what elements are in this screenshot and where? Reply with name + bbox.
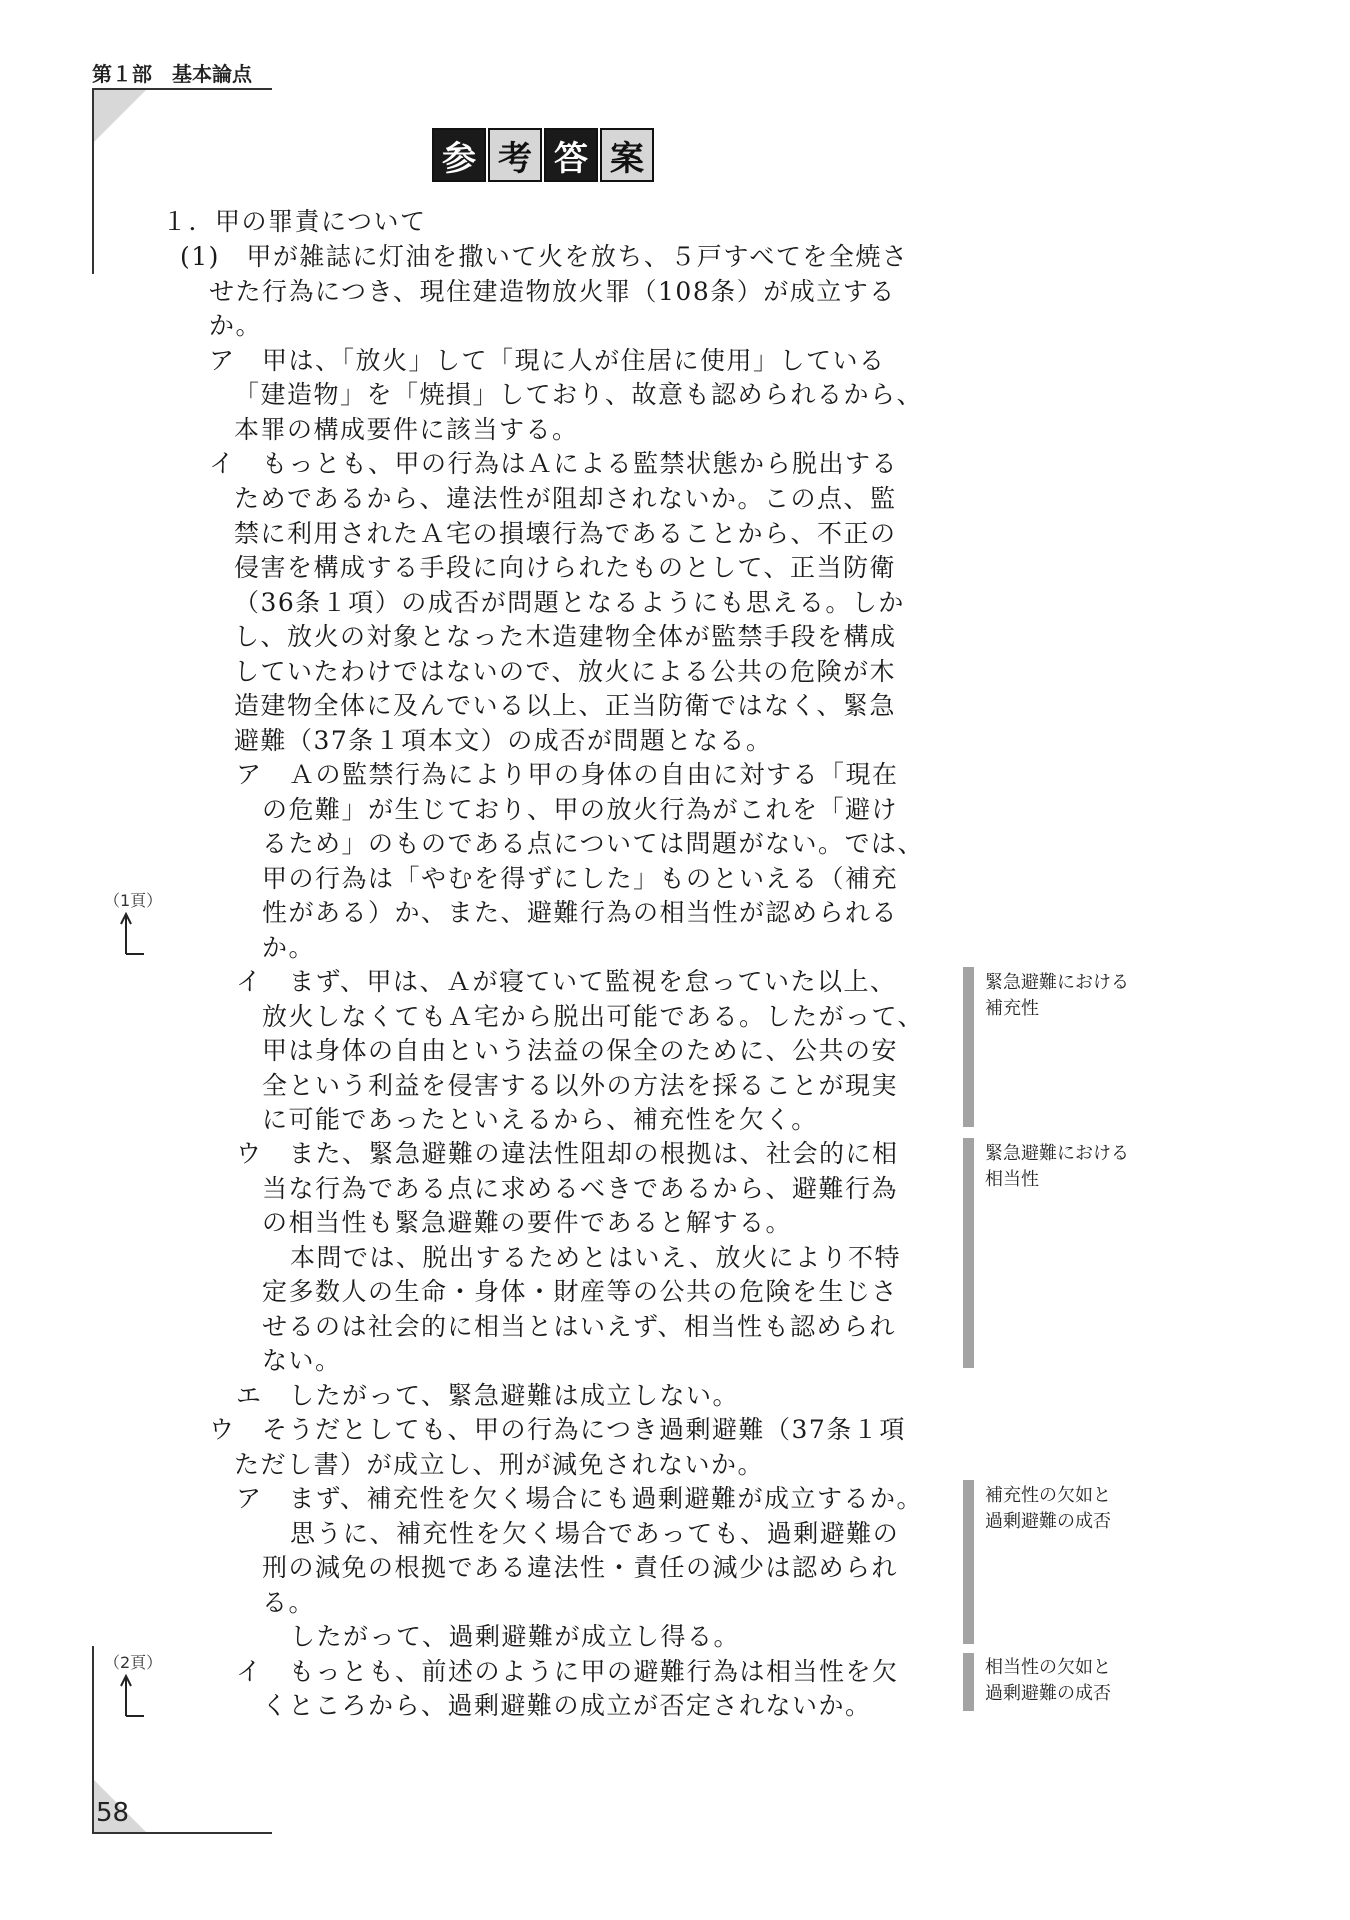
- body-line: か。: [209, 311, 263, 340]
- body-line: か。: [262, 933, 316, 962]
- body-line: ためであるから、違法性が阻却されないか。この点、監: [234, 484, 897, 513]
- title-char: 参: [432, 128, 486, 182]
- body-line: イ もっとも、前述のように甲の避難行為は相当性を欠: [236, 1657, 899, 1686]
- body-line: ア 甲は、「放火」して「現に人が住居に使用」している: [209, 346, 886, 375]
- arrow-up-icon: [118, 910, 148, 956]
- body-line: エ したがって、緊急避難は成立しない。: [236, 1381, 740, 1410]
- body-line: ウ また、緊急避難の違法性阻却の根拠は、社会的に相: [236, 1139, 899, 1168]
- sidenote-line: 相当性の欠如と: [985, 1657, 1111, 1678]
- body-line: くところから、過剰避難の成立が否定されないか。: [262, 1691, 872, 1720]
- body-line: 性がある）か、また、避難行為の相当性が認められる: [262, 898, 899, 927]
- body-line: 「建造物」を「焼損」しており、故意も認められるから、: [234, 380, 924, 409]
- title-char: 答: [544, 128, 598, 182]
- body-line: ウ そうだとしても、甲の行為につき過剰避難（37条１項: [209, 1415, 906, 1444]
- corner-decoration-top: [94, 90, 146, 142]
- body-line: せた行為につき、現住建造物放火罪（108条）が成立する: [209, 277, 896, 306]
- body-line: イ まず、甲は、Ａが寝ていて監視を怠っていた以上、: [236, 967, 897, 996]
- body-line: の危難」が生じており、甲の放火行為がこれを「避け: [262, 795, 899, 824]
- body-line: したがって、過剰避難が成立し得る。: [290, 1622, 741, 1651]
- body-line: 本罪の構成要件に該当する。: [234, 415, 579, 444]
- arrow-up-icon: [118, 1672, 148, 1718]
- body-line: 甲の行為は「やむを得ずにした」ものといえる（補充: [262, 864, 899, 893]
- body-line: イ もっとも、甲の行為はＡによる監禁状態から脱出する: [209, 449, 899, 478]
- body-line: 刑の減免の根拠である違法性・責任の減少は認められ: [262, 1553, 899, 1582]
- body-line: る。: [262, 1588, 316, 1617]
- body-line: ない。: [262, 1346, 342, 1375]
- body-line: 甲は身体の自由という法益の保全のために、公共の安: [262, 1036, 899, 1065]
- sidenote-line: 相当性: [985, 1169, 1039, 1190]
- body-line: 全という利益を侵害する以外の方法を採ることが現実: [262, 1071, 899, 1100]
- page-ref-marker: [104, 888, 164, 958]
- sidenote-bar: [963, 967, 974, 1127]
- sidenote-bar: [963, 1138, 974, 1368]
- sidenote-line: 補充性の欠如と: [985, 1485, 1111, 1506]
- body-line: （36条１項）の成否が問題となるようにも思える。しか: [234, 588, 905, 617]
- title-char: 案: [600, 128, 654, 182]
- sidenote-line: 緊急避難における: [985, 1143, 1129, 1164]
- body-line: 本問では、脱出するためとはいえ、放火により不特: [290, 1243, 902, 1272]
- body-line: せるのは社会的に相当とはいえず、相当性も認められ: [262, 1312, 897, 1341]
- body-line: に可能であったといえるから、補充性を欠く。: [262, 1105, 818, 1134]
- sidenote: [985, 970, 1129, 1022]
- body-line: ただし書）が成立し、刑が減免されないか。: [234, 1450, 765, 1479]
- body-line: 侵害を構成する手段に向けられたものとして、正当防衛: [234, 553, 897, 582]
- sidenote-bar: [963, 1653, 974, 1711]
- body-line: 当な行為である点に求めるべきであるから、避難行為: [262, 1174, 899, 1203]
- sidenote: [985, 1655, 1111, 1707]
- body-line: ア まず、補充性を欠く場合にも過剰避難が成立するか。: [236, 1484, 924, 1513]
- body-line: し、放火の対象となった木造建物全体が監禁手段を構成: [234, 622, 897, 651]
- sidenote-line: 過剰避難の成否: [985, 1511, 1111, 1532]
- sidenote: [985, 1483, 1111, 1535]
- sidenote-line: 緊急避難における: [985, 972, 1129, 993]
- sidenote: [985, 1141, 1129, 1193]
- page-ref-label: （2頁）: [104, 1653, 163, 1672]
- body-line: (1) 甲が雑誌に灯油を撒いて火を放ち、５戸すべてを全焼さ: [180, 242, 909, 271]
- body-line: の相当性も緊急避難の要件であると解する。: [262, 1208, 793, 1237]
- page-number: 58: [96, 1798, 130, 1828]
- body-line: るため」のものである点については問題がない。では、: [262, 829, 925, 858]
- body-line: ア Ａの監禁行為により甲の身体の自由に対する「現在: [236, 760, 899, 789]
- body-line: 定多数人の生命・身体・財産等の公共の危険を生じさ: [262, 1277, 899, 1306]
- body-line: していたわけではないので、放火による公共の危険が木: [234, 657, 897, 686]
- title-char: 考: [488, 128, 542, 182]
- body-line: 避難（37条１項本文）の成否が問題となる。: [234, 726, 773, 755]
- footer-rule: [92, 1832, 272, 1834]
- sidenote-line: 補充性: [985, 998, 1039, 1019]
- page-ref-marker: [104, 1650, 164, 1720]
- body-line: 放火しなくてもＡ宅から脱出可能である。したがって、: [262, 1002, 925, 1031]
- page-ref-label: （1頁）: [104, 891, 163, 910]
- sidenote-bar: [963, 1480, 974, 1644]
- body-line: 思うに、補充性を欠く場合であっても、過剰避難の: [290, 1519, 900, 1548]
- sidenote-line: 過剰避難の成否: [985, 1683, 1111, 1704]
- body-line: 禁に利用されたＡ宅の損壊行為であることから、不正の: [234, 519, 897, 548]
- chapter-header: 第１部 基本論点: [92, 62, 252, 86]
- page-title: [432, 128, 656, 182]
- body-line: 造建物全体に及んでいる以上、正当防衛ではなく、緊急: [234, 691, 897, 720]
- body-line: １．甲の罪責について: [162, 207, 427, 236]
